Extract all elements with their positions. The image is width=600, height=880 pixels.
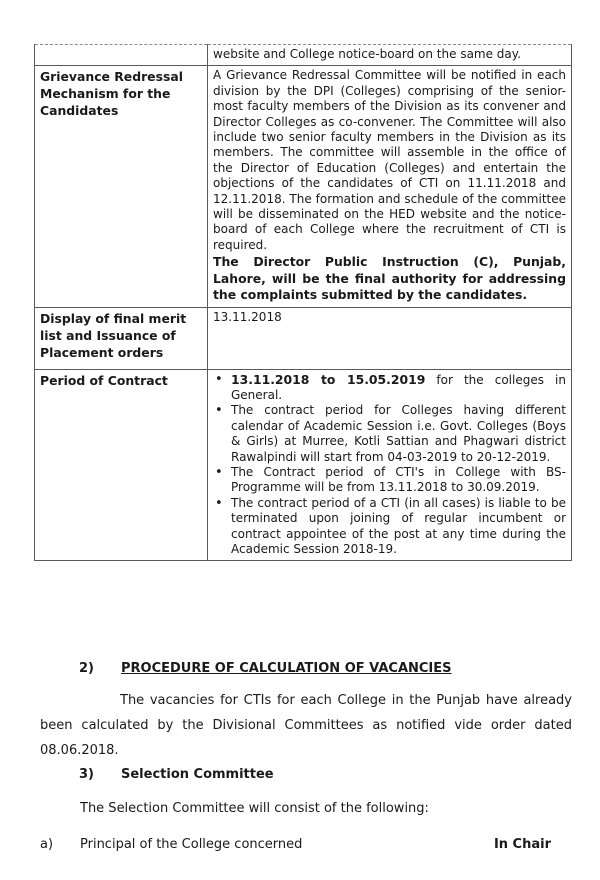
list-item: • The contract period for Colleges having different calendar of Academic Session i.e. Govt. Colleges (Boys & Girls) at Murree, Kotli Sattian and Phagwari district Rawalpindi will start from 04-03-2019 to 20-12-2019. <box>213 403 566 465</box>
section-2-paragraph <box>40 688 572 763</box>
grievance-label: Grievance Redressal Mechanism for the Candidates <box>35 66 208 307</box>
contract-period-cell <box>208 369 572 561</box>
contract-dates-rest: for the colleges in General. <box>231 372 566 402</box>
committee-member-item <box>40 837 572 852</box>
list-item: • The contract period of a CTI (in all cases) is liable to be terminated upon joining of regular incumbent or contract appointee of the post at any time during the Academic Session 2018-19. <box>213 496 566 558</box>
contract-period-label: Period of Contract <box>35 369 208 561</box>
contract-dates: 13.11.2018 to 15.05.2019 <box>231 371 426 387</box>
final-merit-label: Display of final merit list and Issuance of Placement orders <box>35 307 208 369</box>
grievance-authority-text: The Director Public Instruction (C), Punjab, Lahore, will be the final authority for addressing the complaints submitted by the candidates. <box>213 254 566 303</box>
table-row <box>35 369 572 561</box>
contract-period-list <box>213 372 566 558</box>
section-title: PROCEDURE OF CALCULATION OF VACANCIES <box>121 661 452 676</box>
table-cell: website and College notice-board on the same day. <box>208 45 572 66</box>
item-role: In Chair <box>493 837 551 852</box>
paragraph-text: The vacancies for CTIs for each College in the Punjab have already been calculated by the Divisional Committees as notified vide order dated 08.06.2018. <box>40 693 572 758</box>
section-2-heading <box>79 661 452 676</box>
section-3-intro: The Selection Committee will consist of the following: <box>80 801 429 816</box>
section-number: 3) <box>79 767 94 782</box>
grievance-text: A Grievance Redressal Committee will be notified in each division by the DPI (Colleges) comprising of the senior-most faculty members of the Division as its convener and Director Colleges as co-convener. The Committee will also include two senior faculty members in the Division as its members. The committee will assemble in the office of the Director of Education (Colleges) and entertain the objections of the candidates of CTI on 11.11.2018 and 12.11.2018. The formation and schedule of the committee will be disseminated on the HED website and the notice-board of each College where the recruitment of CTI is required. <box>213 68 566 252</box>
list-item: • The Contract period of CTI's in College with BS-Programme will be from 13.11.2018 to 30.09.2019. <box>213 465 566 496</box>
schedule-table <box>34 44 572 561</box>
item-text: Principal of the College concerned <box>80 837 303 852</box>
section-number: 2) <box>79 661 94 676</box>
grievance-text-cell <box>208 66 572 307</box>
item-marker: a) <box>40 837 54 852</box>
section-title: Selection Committee <box>121 767 274 782</box>
empty-label-cell <box>35 45 208 66</box>
list-item <box>213 372 566 404</box>
table-row <box>35 66 572 307</box>
final-merit-date: 13.11.2018 <box>208 307 572 369</box>
table-row <box>35 307 572 369</box>
section-3-heading <box>79 767 274 782</box>
table-row <box>35 45 572 66</box>
